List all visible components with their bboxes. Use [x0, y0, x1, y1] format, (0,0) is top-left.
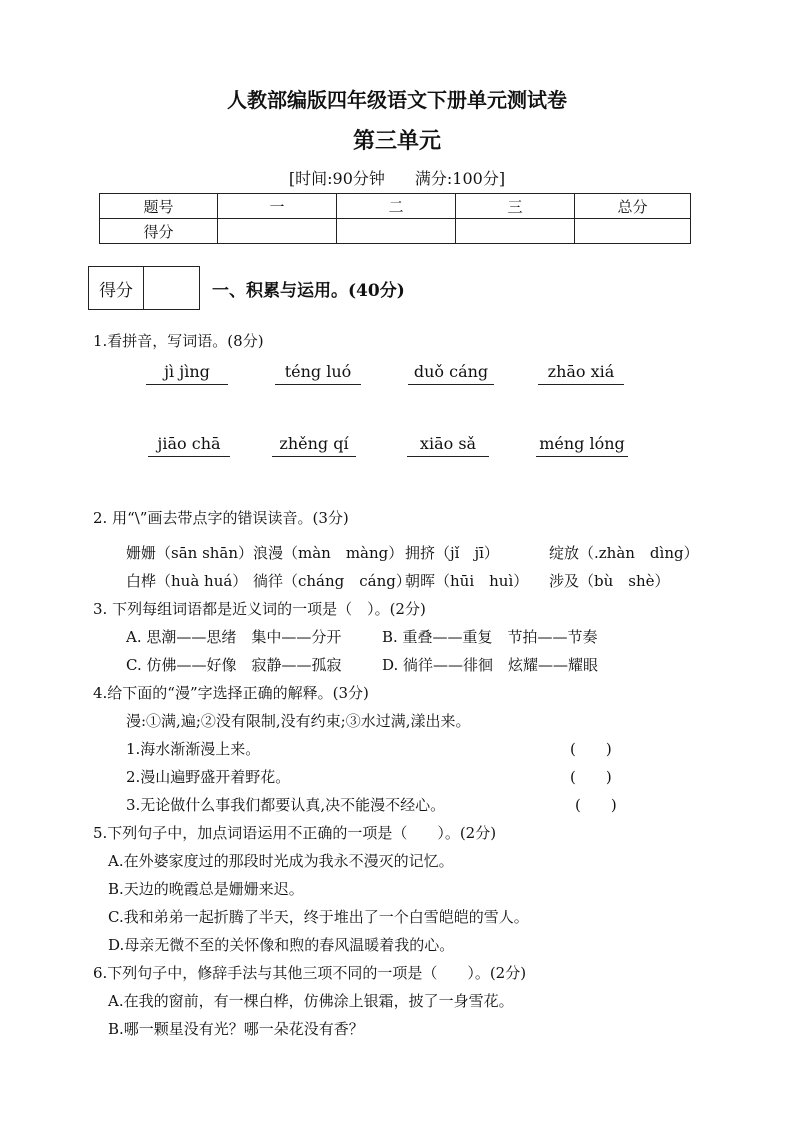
- table-cell: 总分: [575, 194, 691, 219]
- sentence-item: 3.无论做什么事我们都要认真,决不能漫不经心。: [126, 796, 446, 814]
- pinyin-item: méng lóng: [536, 434, 628, 457]
- full-score-label: 满分:100分]: [414, 169, 506, 188]
- option-b: B.哪一颗星没有光？哪一朵花没有香？: [108, 1020, 364, 1038]
- section-score-box: [88, 266, 200, 310]
- reading-option: 白桦（huà huá）: [126, 572, 248, 590]
- table-cell: 二: [337, 194, 456, 219]
- section-score-blank[interactable]: [144, 267, 199, 309]
- option-d: D. 徜徉——徘徊 炫耀——耀眼: [382, 656, 599, 674]
- question-3-stem: 3. 下列每组词语都是近义词的一项是（ ）。(2分): [93, 600, 426, 618]
- option-b: B. 重叠——重复 节拍——节奏: [382, 628, 598, 646]
- exam-title: 人教部编版四年级语文下册单元测试卷: [227, 88, 567, 112]
- score-input-cell[interactable]: [456, 219, 575, 244]
- option-a: A.在外婆家度过的那段时光成为我永不漫灭的记忆。: [108, 852, 454, 870]
- question-4-stem: 4.给下面的“漫”字选择正确的解释。(3分): [93, 684, 369, 702]
- option-c: C.我和弟弟一起折腾了半天，终于堆出了一个白雪皑皑的雪人。: [108, 908, 529, 926]
- answer-paren[interactable]: ( ): [570, 768, 612, 786]
- pinyin-item: jiāo chā: [148, 434, 230, 457]
- table-row: [100, 194, 691, 219]
- score-table: [99, 193, 691, 244]
- unit-title: 第三单元: [352, 128, 441, 154]
- word-meanings: 漫:①满,遍;②没有限制,没有约束;③水过满,漾出来。: [126, 712, 471, 730]
- table-cell: 一: [218, 194, 337, 219]
- time-score-info: [0, 166, 794, 189]
- pinyin-item: téng luó: [275, 362, 361, 385]
- pinyin-item: zhěng qí: [272, 434, 356, 457]
- section-title: 一、积累与运用。(40分): [212, 281, 405, 301]
- score-input-cell[interactable]: [337, 219, 456, 244]
- score-input-cell[interactable]: [218, 219, 337, 244]
- pinyin-item: zhāo xiá: [538, 362, 624, 385]
- option-b: B.天边的晚霞总是姗姗来迟。: [108, 880, 304, 898]
- reading-option: 浪漫（màn màng）: [253, 544, 404, 562]
- option-a: A.在我的窗前，有一棵白桦，仿佛涂上银霜，披了一身雪花。: [108, 992, 514, 1010]
- pinyin-item: duǒ cáng: [408, 362, 494, 385]
- question-5-stem: 5.下列句子中，加点词语运用不正确的一项是（ ）。(2分): [93, 824, 497, 842]
- reading-option: 徜徉（cháng cáng）: [253, 572, 411, 590]
- reading-option: 涉及（bù shè）: [549, 572, 670, 590]
- score-input-cell[interactable]: [575, 219, 691, 244]
- table-cell: 三: [456, 194, 575, 219]
- sentence-item: 2.漫山遍野盛开着野花。: [126, 768, 291, 786]
- section-score-label: 得分: [89, 267, 144, 309]
- reading-option: 拥挤（jǐ jī）: [405, 544, 499, 562]
- option-c: C. 仿佛——好像 寂静——孤寂: [126, 656, 342, 674]
- reading-option: 绽放（.zhàn dìng）: [549, 544, 699, 562]
- sentence-item: 1.海水渐渐漫上来。: [126, 740, 261, 758]
- option-a: A. 思潮——思绪 集中——分开: [126, 628, 342, 646]
- option-d: D.母亲无微不至的关怀像和煦的春风温暖着我的心。: [108, 936, 455, 954]
- table-cell: 得分: [100, 219, 218, 244]
- question-2-stem: 2. 用“\”画去带点字的错误读音。(3分): [93, 509, 349, 527]
- table-cell: 题号: [100, 194, 218, 219]
- reading-option: 朝晖（hūi huì）: [405, 572, 529, 590]
- answer-paren[interactable]: ( ): [570, 740, 612, 758]
- answer-paren[interactable]: ( ): [575, 796, 617, 814]
- reading-option: 姗姗（sān shān）: [126, 544, 254, 562]
- table-row: [100, 219, 691, 244]
- question-1-stem: 1.看拼音，写词语。(8分): [93, 332, 264, 350]
- pinyin-item: xiāo sǎ: [407, 434, 489, 457]
- time-label: [时间:90分钟: [288, 169, 385, 188]
- pinyin-item: jì jìng: [146, 362, 228, 385]
- question-6-stem: 6.下列句子中，修辞手法与其他三项不同的一项是（ ）。(2分): [93, 964, 527, 982]
